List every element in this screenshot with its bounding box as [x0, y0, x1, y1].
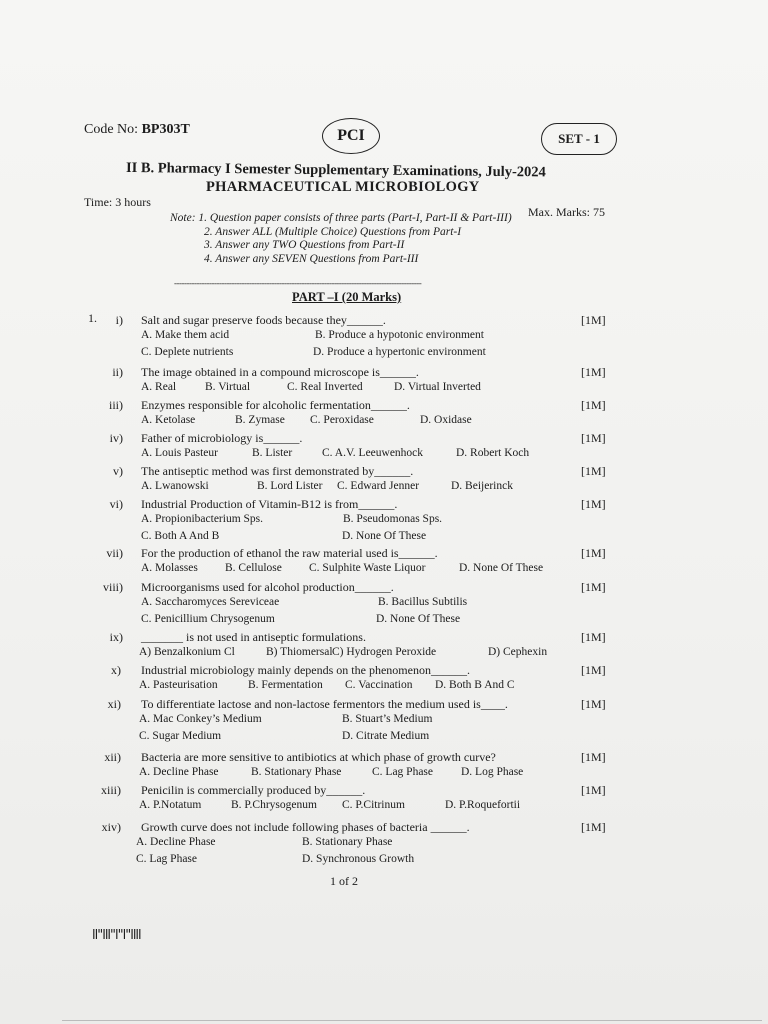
option-d: D. Produce a hypertonic environment — [313, 346, 486, 358]
option-d: D. Citrate Medium — [342, 730, 430, 742]
option-c: C) Hydrogen Peroxide — [332, 646, 437, 658]
option-c: C. Lag Phase — [136, 853, 198, 865]
option-a: A. Lwanowski — [141, 480, 209, 492]
option-d: D. Robert Koch — [456, 447, 530, 459]
question-roman-number: xiv) — [101, 820, 121, 834]
option-a: A. Molasses — [141, 562, 198, 574]
question-text: _______ is not used in antiseptic formulations. — [141, 630, 366, 644]
question-text: Microorganisms used for alcohol production______. — [141, 580, 394, 594]
option-a: A. Mac Conkey’s Medium — [139, 713, 262, 725]
option-a: A. Real — [141, 381, 177, 393]
option-c: C. Edward Jenner — [337, 480, 420, 492]
barcode: ll"lll"l"l"llll — [92, 928, 141, 943]
option-b: B. Pseudomonas Sps. — [343, 513, 443, 525]
question-roman-number: v) — [113, 464, 123, 478]
page-number: 1 of 2 — [330, 874, 358, 888]
part-title: PART –I (20 Marks) — [292, 290, 402, 304]
question-marks: [1M] — [581, 750, 606, 764]
question-roman-number: vi) — [109, 497, 123, 511]
question-roman-number: iv) — [109, 431, 123, 445]
option-a: A. P.Notatum — [139, 799, 202, 811]
question-text: The antiseptic method was first demonstrated by______. — [141, 464, 414, 478]
question-text: Industrial microbiology mainly depends on the phenomenon______. — [141, 663, 470, 677]
question-roman-number: i) — [115, 313, 123, 327]
option-b: B. P.Chrysogenum — [231, 799, 317, 811]
option-d: D. Virtual Inverted — [394, 381, 481, 393]
note-line: 2. Answer ALL (Multiple Choice) Questions from Part-I — [204, 225, 462, 238]
option-d: D. Log Phase — [461, 766, 524, 778]
question-roman-number: xii) — [104, 750, 121, 764]
option-d: D. Oxidase — [420, 414, 472, 426]
question-marks: [1M] — [581, 783, 606, 797]
option-b: B. Zymase — [235, 414, 285, 426]
option-c: C. Both A And B — [141, 530, 220, 542]
option-a: A. Decline Phase — [136, 836, 216, 848]
option-b: B. Stationary Phase — [302, 836, 393, 848]
option-d: D. Synchronous Growth — [302, 853, 415, 865]
option-c: C. Sulphite Waste Liquor — [309, 562, 426, 574]
option-c: C. Deplete nutrients — [141, 346, 234, 358]
option-c: C. Sugar Medium — [139, 730, 222, 742]
question-roman-number: x) — [111, 663, 121, 677]
question-marks: [1M] — [581, 630, 606, 644]
option-b: B. Bacillus Subtilis — [378, 596, 468, 608]
question-marks: [1M] — [581, 431, 606, 445]
page-edge-line — [62, 1020, 762, 1021]
question-marks: [1M] — [581, 546, 606, 560]
option-c: C. Real Inverted — [287, 381, 363, 393]
option-a: A. Louis Pasteur — [141, 447, 218, 459]
subject-title: PHARMACEUTICAL MICROBIOLOGY — [206, 179, 480, 195]
option-c: C. A.V. Leeuwenhock — [322, 447, 424, 459]
option-b: B. Stuart’s Medium — [342, 713, 433, 725]
question-marks: [1M] — [581, 497, 606, 511]
question-text: Salt and sugar preserve foods because they______. — [141, 313, 386, 327]
question-marks: [1M] — [581, 580, 606, 594]
question-text: To differentiate lactose and non-lactose fermentors the medium used is____. — [141, 697, 508, 711]
option-c: C. Vaccination — [345, 679, 413, 691]
note-line: Note: 1. Question paper consists of three parts (Part-I, Part-II & Part-III) — [170, 212, 512, 224]
question-text: Industrial Production of Vitamin-B12 is from______. — [141, 497, 398, 511]
question-text: Father of microbiology is______. — [141, 431, 303, 445]
option-b: B. Virtual — [205, 381, 251, 393]
time-label: Time: 3 hours — [84, 195, 151, 209]
option-d: D. None Of These — [342, 530, 427, 542]
question-text: Enzymes responsible for alcoholic fermentation______. — [141, 398, 410, 412]
option-d: D. P.Roquefortii — [445, 799, 521, 811]
option-b: B. Stationary Phase — [251, 766, 342, 778]
option-b: B. Produce a hypotonic environment — [315, 329, 484, 341]
question-marks: [1M] — [581, 663, 606, 677]
option-a: A. Saccharomyces Sereviceae — [141, 596, 280, 608]
option-b: B. Cellulose — [225, 562, 282, 574]
set-badge: SET - 1 — [541, 123, 617, 155]
question-text: Growth curve does not include following phases of bacteria ______. — [141, 820, 470, 834]
option-a: A. Decline Phase — [139, 766, 219, 778]
option-c: C. Penicillium Chrysogenum — [141, 613, 275, 625]
question-text: The image obtained in a compound microscope is______. — [141, 365, 419, 379]
question-roman-number: xi) — [107, 697, 121, 711]
option-a: A. Ketolase — [141, 414, 196, 426]
question-roman-number: ii) — [112, 365, 123, 379]
question-roman-number: iii) — [109, 398, 123, 412]
option-b: B. Fermentation — [248, 679, 323, 691]
option-d: D. Beijerinck — [451, 480, 513, 492]
note-line: 4. Answer any SEVEN Questions from Part-III — [204, 252, 419, 265]
question-roman-number: ix) — [109, 630, 123, 644]
option-c: C. Peroxidase — [310, 414, 374, 426]
note-line: 3. Answer any TWO Questions from Part-II — [204, 239, 405, 251]
pci-badge: PCI — [322, 118, 380, 154]
question-text: For the production of ethanol the raw material used is______. — [141, 546, 438, 560]
question-text: Penicilin is commercially produced by______. — [141, 783, 366, 797]
option-b: B. Lister — [252, 447, 293, 459]
option-b: B. Lord Lister — [257, 480, 323, 492]
option-d: D. Both B And C — [435, 679, 515, 691]
option-a: A. Pasteurisation — [139, 679, 218, 691]
option-c: C. P.Citrinum — [342, 799, 405, 811]
question-roman-number: vii) — [106, 546, 123, 560]
option-a: A. Propionibacterium Sps. — [141, 513, 264, 525]
option-a: A) Benzalkonium Cl — [139, 646, 235, 658]
option-c: C. Lag Phase — [372, 766, 434, 778]
question-marks: [1M] — [581, 820, 606, 834]
question-marks: [1M] — [581, 313, 606, 327]
question-marks: [1M] — [581, 365, 606, 379]
question-roman-number: viii) — [103, 580, 123, 594]
option-a: A. Make them acid — [141, 329, 230, 341]
question-roman-number: xiii) — [101, 783, 121, 797]
option-d: D. None Of These — [459, 562, 544, 574]
question-marks: [1M] — [581, 398, 606, 412]
question-marks: [1M] — [581, 464, 606, 478]
question-number: 1. — [88, 311, 97, 325]
option-d: D. None Of These — [376, 613, 461, 625]
code-number: Code No: BP303T — [84, 122, 190, 137]
exam-title: II B. Pharmacy I Semester Supplementary Examinations, July-2024 — [125, 160, 546, 181]
question-marks: [1M] — [581, 697, 606, 711]
option-b: B) Thiomersal — [266, 646, 333, 658]
instructions-note — [170, 212, 512, 266]
separator-line: --------------------------------------------------------------------------------------------------- — [174, 278, 422, 288]
question-text: Bacteria are more sensitive to antibiotics at which phase of growth curve? — [141, 750, 496, 764]
max-marks-label: Max. Marks: 75 — [528, 205, 605, 219]
option-d: D) Cephexin — [488, 646, 548, 658]
